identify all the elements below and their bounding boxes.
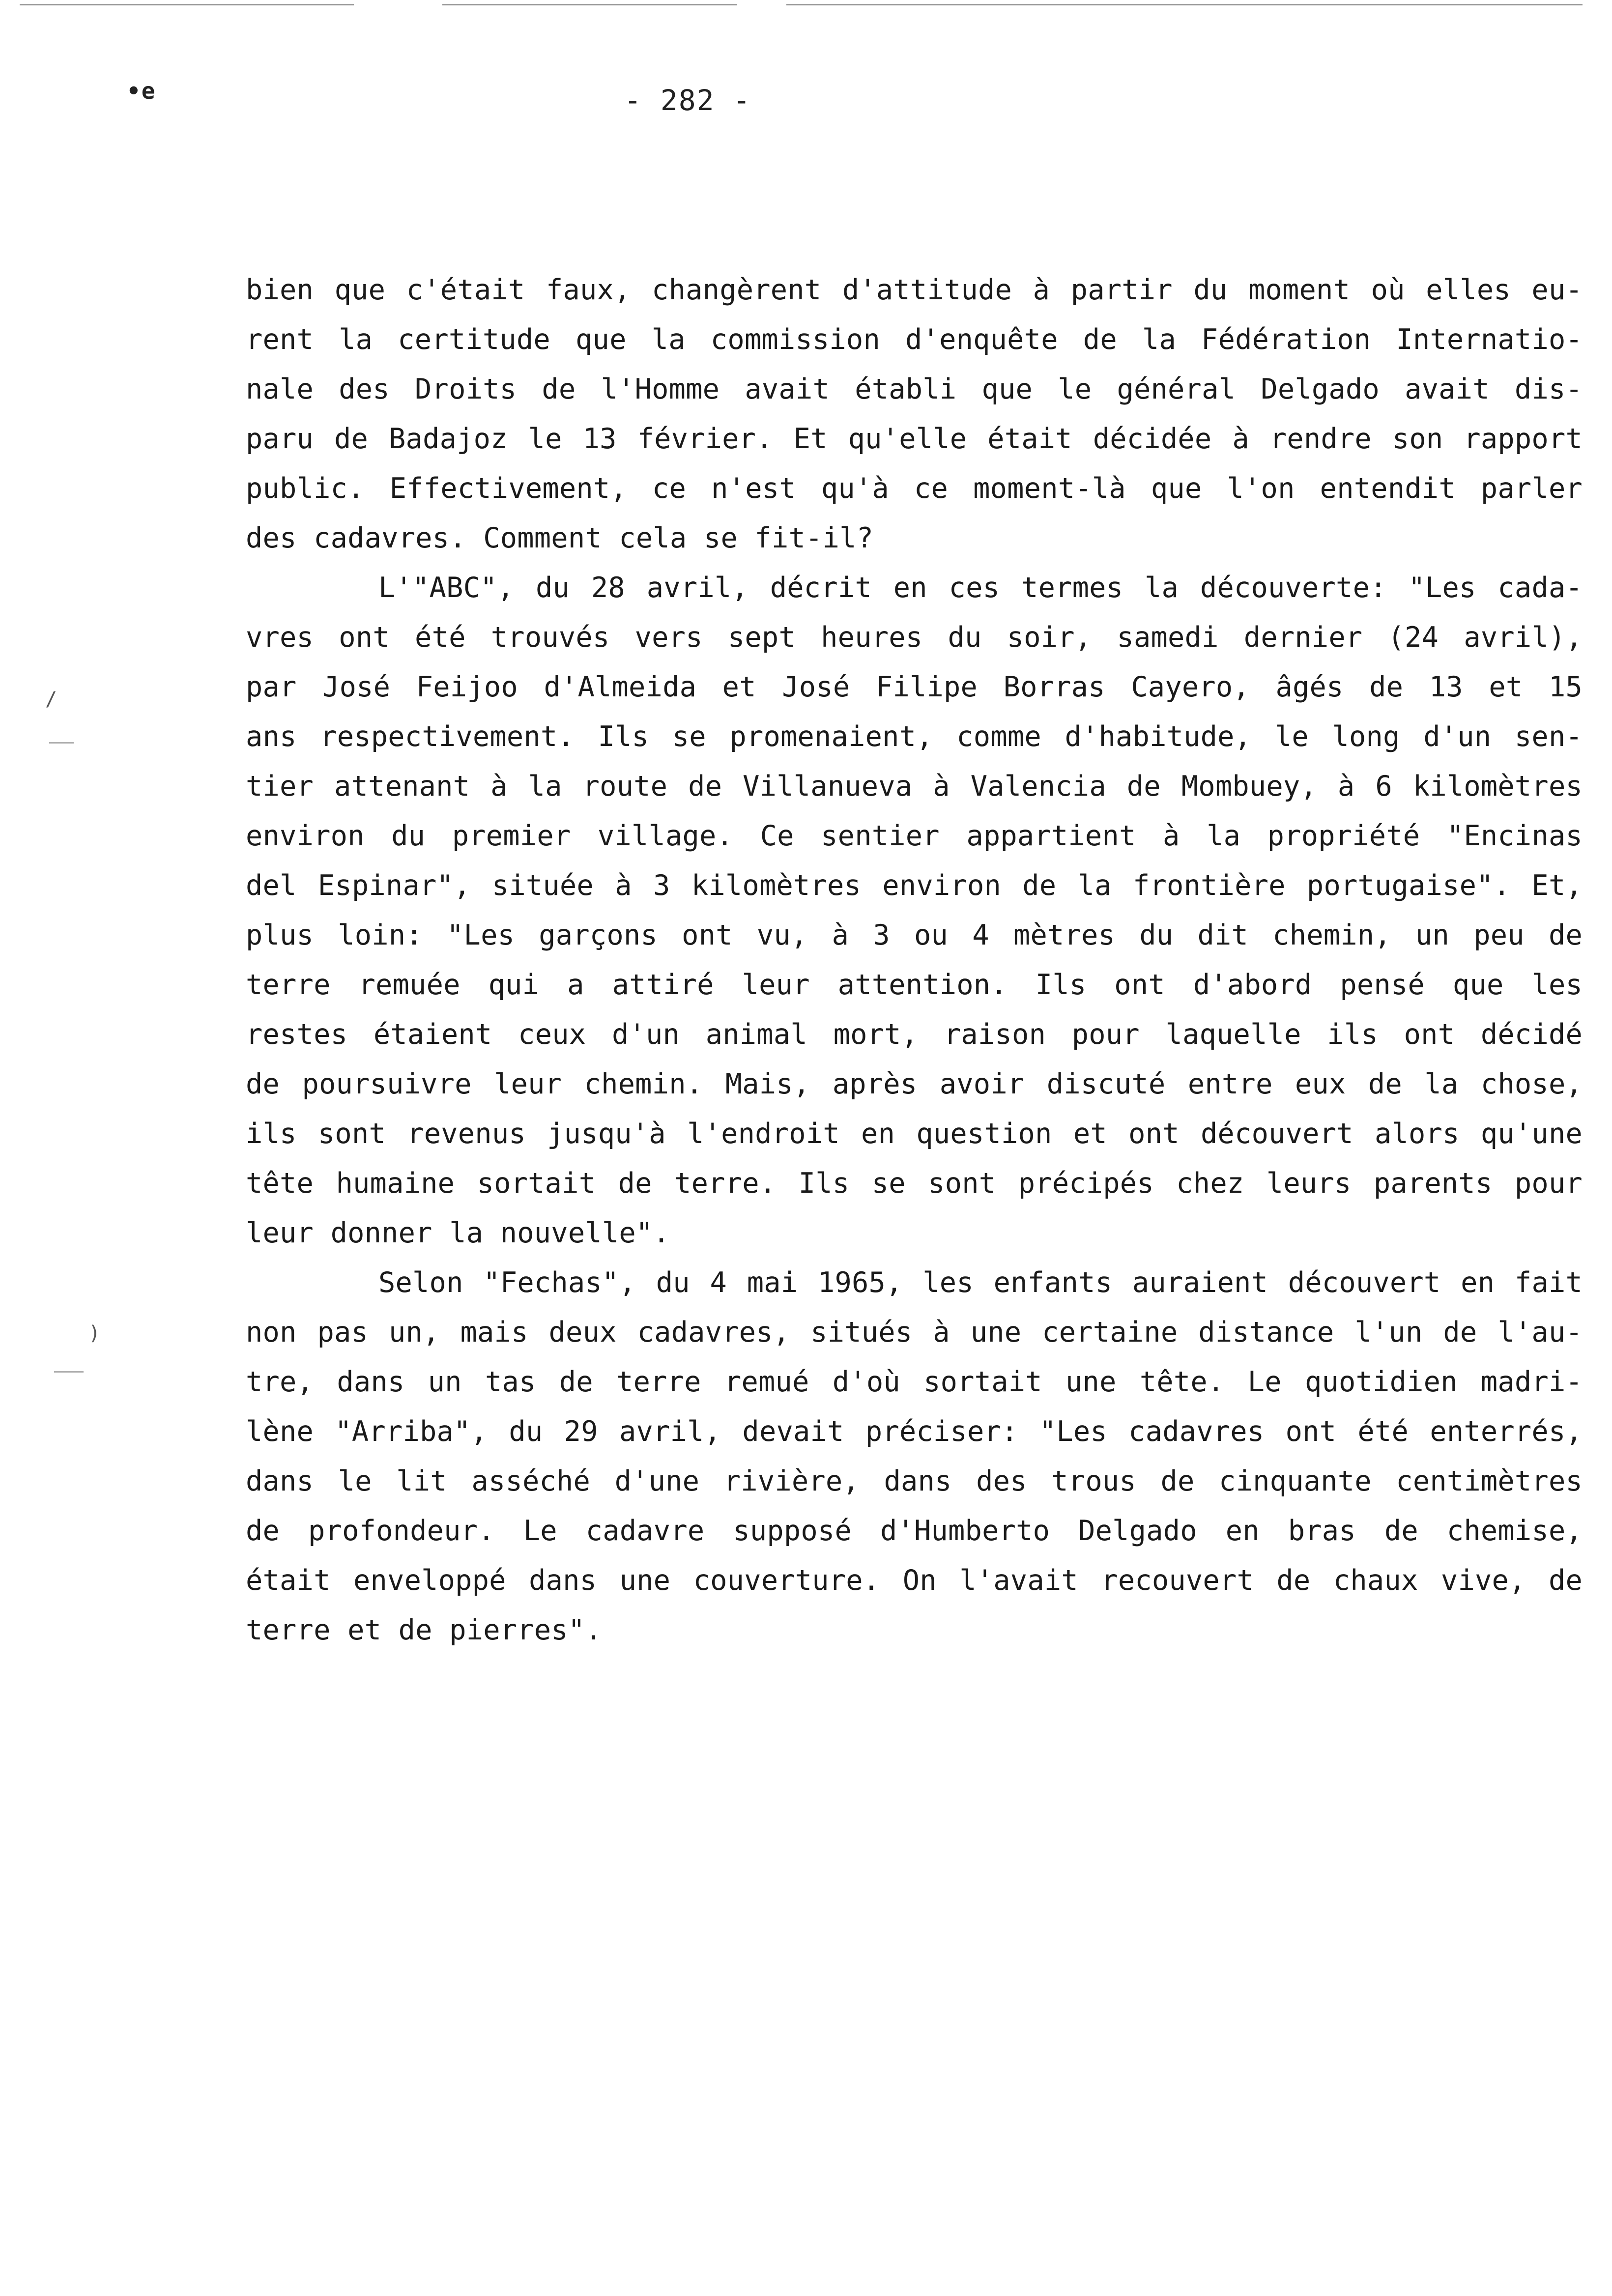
text-line: de poursuivre leur chemin. Mais, après avoir discuté entre eux de la chose, (246, 1068, 1583, 1100)
text-line: par José Feijoo d'Almeida et José Filipe Borras Cayero, âgés de 13 et 15 (246, 671, 1583, 703)
paragraph-2 (246, 563, 1583, 1258)
text-line: paru de Badajoz le 13 février. Et qu'elle était décidée à rendre son rapport (246, 423, 1583, 455)
text-line: tre, dans un tas de terre remué d'où sortait une tête. Le quotidien madri- (246, 1366, 1583, 1398)
text-line: restes étaient ceux d'un animal mort, raison pour laquelle ils ont décidé (246, 1018, 1583, 1051)
body-text (246, 265, 1583, 1655)
text-line: Selon "Fechas", du 4 mai 1965, les enfants auraient découvert en fait (378, 1266, 1583, 1299)
text-line: del Espinar", située à 3 kilomètres environ de la frontière portugaise". Et, (246, 869, 1583, 902)
text-line: nale des Droits de l'Homme avait établi que le général Delgado avait dis- (246, 373, 1583, 405)
text-line: leur donner la nouvelle". (246, 1217, 670, 1249)
margin-tick-mark: ) (88, 1322, 101, 1345)
top-scan-rule (786, 4, 1583, 5)
top-scan-rule (20, 4, 354, 5)
margin-tick-mark: / (45, 688, 58, 711)
text-line: L'"ABC", du 28 avril, décrit en ces termes la découverte: "Les cada- (378, 572, 1583, 604)
text-line: était enveloppé dans une couverture. On l'avait recouvert de chaux vive, de (246, 1564, 1583, 1597)
top-scan-rule (442, 4, 737, 5)
text-line: rent la certitude que la commission d'enquête de la Fédération Internatio- (246, 323, 1583, 356)
text-line: ils sont revenus jusqu'à l'endroit en question et ont découvert alors qu'une (246, 1118, 1583, 1150)
margin-dash (54, 1371, 84, 1373)
corner-mark: •e (127, 78, 156, 104)
text-line: tier attenant à la route de Villanueva à Valencia de Mombuey, à 6 kilomètres (246, 770, 1583, 803)
text-line: lène "Arriba", du 29 avril, devait préciser: "Les cadavres ont été enterrés, (246, 1415, 1583, 1448)
text-line: dans le lit asséché d'une rivière, dans des trous de cinquante centimètres (246, 1465, 1583, 1497)
margin-dash (49, 742, 74, 744)
text-line: des cadavres. Comment cela se fit-il? (246, 522, 874, 554)
text-line: ans respectivement. Ils se promenaient, comme d'habitude, le long d'un sen- (246, 720, 1583, 753)
paragraph-3 (246, 1258, 1583, 1655)
text-line: environ du premier village. Ce sentier appartient à la propriété "Encinas (246, 820, 1583, 852)
text-line: public. Effectivement, ce n'est qu'à ce moment-là que l'on entendit parler (246, 472, 1583, 505)
paragraph-1 (246, 265, 1583, 563)
text-line: de profondeur. Le cadavre supposé d'Humberto Delgado en bras de chemise, (246, 1515, 1583, 1547)
text-line: terre remuée qui a attiré leur attention. Ils ont d'abord pensé que les (246, 969, 1583, 1001)
text-line: tête humaine sortait de terre. Ils se sont précipés chez leurs parents pour (246, 1167, 1583, 1200)
text-line: vres ont été trouvés vers sept heures du soir, samedi dernier (24 avril), (246, 621, 1583, 654)
text-line: non pas un, mais deux cadavres, situés à une certaine distance l'un de l'au- (246, 1316, 1583, 1349)
page-number: - 282 - (624, 84, 751, 117)
text-line: bien que c'était faux, changèrent d'attitude à partir du moment où elles eu- (246, 274, 1583, 306)
text-line: plus loin: "Les garçons ont vu, à 3 ou 4 mètres du dit chemin, un peu de (246, 919, 1583, 951)
text-line: terre et de pierres". (246, 1614, 602, 1646)
